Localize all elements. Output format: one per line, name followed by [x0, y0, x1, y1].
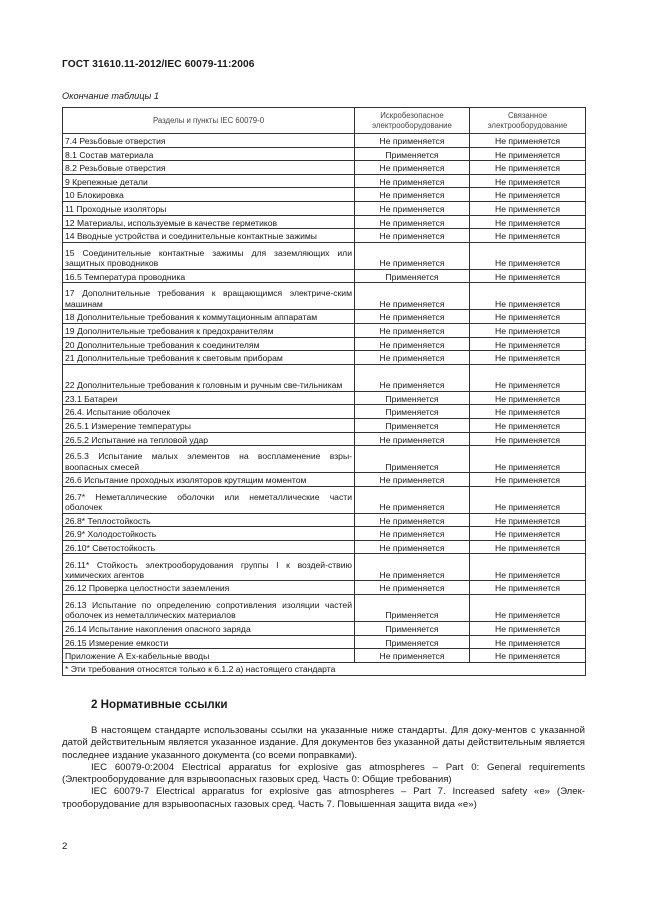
row-section-cell: 8.2 Резьбовые отверстия — [63, 161, 355, 175]
row-section-cell: 26.6 Испытание проходных изоляторов крутящим моментом — [63, 473, 355, 487]
row-associated-cell: Не применяется — [470, 513, 586, 527]
table-row — [63, 595, 586, 622]
row-associated-cell: Не применяется — [470, 215, 586, 229]
row-associated-cell: Не применяется — [470, 147, 586, 161]
table-row — [63, 649, 586, 663]
applicability-table — [62, 107, 586, 676]
row-intrinsic-cell: Не применяется — [355, 527, 470, 541]
table-row — [63, 513, 586, 527]
column-header-associated: Связанное электрооборудование — [470, 108, 586, 134]
table-row — [63, 337, 586, 351]
row-associated-cell: Не применяется — [470, 364, 586, 391]
table-row — [63, 391, 586, 405]
table-row — [63, 201, 586, 215]
row-intrinsic-cell: Не применяется — [355, 229, 470, 243]
row-associated-cell: Не применяется — [470, 405, 586, 419]
row-associated-cell: Не применяется — [470, 161, 586, 175]
table-row — [63, 446, 586, 473]
table-row — [63, 432, 586, 446]
row-section-cell: 16.5 Температура проводника — [63, 269, 355, 283]
row-associated-cell: Не применяется — [470, 432, 586, 446]
table-footnote-row — [63, 662, 586, 675]
row-section-cell: 8.1 Состав материала — [63, 147, 355, 161]
row-section-cell: 26.7* Неметаллические оболочки или неметаллические части оболочек — [63, 486, 355, 513]
table-row — [63, 174, 586, 188]
row-associated-cell: Не применяется — [470, 391, 586, 405]
document-header: ГОСТ 31610.11-2012/IEC 60079-11:2006 — [62, 59, 255, 70]
row-intrinsic-cell: Не применяется — [355, 486, 470, 513]
column-header-sections: Разделы и пункты IEC 60079-0 — [63, 108, 355, 134]
row-intrinsic-cell: Не применяется — [355, 337, 470, 351]
row-associated-cell: Не применяется — [470, 188, 586, 202]
row-intrinsic-cell: Не применяется — [355, 323, 470, 337]
row-section-cell: 26.10* Светостойкость — [63, 540, 355, 554]
row-associated-cell: Не применяется — [470, 201, 586, 215]
table-row — [63, 147, 586, 161]
row-intrinsic-cell: Применяется — [355, 391, 470, 405]
paragraph-intro: В настоящем стандарте использованы ссылки на указанные ниже стандарты. Для доку-ментов с указанной датой действительным является указанное издание. Для документов без указанной даты действительным является последнее издание указанного документа (со всеми поправками). — [62, 725, 585, 761]
row-section-cell: 22 Дополнительные требования к головным и ручным све-тильникам — [63, 364, 355, 391]
row-intrinsic-cell: Не применяется — [355, 581, 470, 595]
row-section-cell: Приложение А Ex-кабельные вводы — [63, 649, 355, 663]
row-intrinsic-cell: Не применяется — [355, 554, 470, 581]
table-header-row — [63, 108, 586, 134]
row-intrinsic-cell: Не применяется — [355, 540, 470, 554]
row-associated-cell: Не применяется — [470, 418, 586, 432]
row-intrinsic-cell: Применяется — [355, 446, 470, 473]
row-section-cell: 26.15 Измерение емкости — [63, 635, 355, 649]
row-intrinsic-cell: Не применяется — [355, 215, 470, 229]
table-row — [63, 229, 586, 243]
row-associated-cell: Не применяется — [470, 540, 586, 554]
references-text — [62, 725, 585, 811]
row-section-cell: 20 Дополнительные требования к соединителям — [63, 337, 355, 351]
row-section-cell: 26.14 Испытание накопления опасного заряда — [63, 622, 355, 636]
row-intrinsic-cell: Применяется — [355, 405, 470, 419]
row-intrinsic-cell: Не применяется — [355, 513, 470, 527]
row-section-cell: 26.4. Испытание оболочек — [63, 405, 355, 419]
table-row — [63, 527, 586, 541]
row-intrinsic-cell: Применяется — [355, 635, 470, 649]
table-row — [63, 188, 586, 202]
table-row — [63, 215, 586, 229]
row-section-cell: 26.5.2 Испытание на тепловой удар — [63, 432, 355, 446]
row-associated-cell: Не применяется — [470, 554, 586, 581]
page-number: 2 — [62, 841, 68, 852]
table-row — [63, 486, 586, 513]
row-section-cell: 10 Блокировка — [63, 188, 355, 202]
row-associated-cell: Не применяется — [470, 323, 586, 337]
row-section-cell: 26.11* Стойкость электрооборудования группы I к воздей-ствию химических агентов — [63, 554, 355, 581]
row-associated-cell: Не применяется — [470, 337, 586, 351]
table-row — [63, 269, 586, 283]
row-associated-cell: Не применяется — [470, 622, 586, 636]
row-section-cell: 7.4 Резьбовые отверстия — [63, 134, 355, 148]
row-section-cell: 26.5.1 Измерение температуры — [63, 418, 355, 432]
table-row — [63, 405, 586, 419]
row-section-cell: 11 Проходные изоляторы — [63, 201, 355, 215]
table-row — [63, 310, 586, 324]
table-row — [63, 418, 586, 432]
table-caption: Окончание таблицы 1 — [62, 91, 159, 101]
row-associated-cell: Не применяется — [470, 486, 586, 513]
row-intrinsic-cell: Применяется — [355, 418, 470, 432]
row-intrinsic-cell: Не применяется — [355, 283, 470, 310]
row-intrinsic-cell: Не применяется — [355, 174, 470, 188]
row-intrinsic-cell: Применяется — [355, 595, 470, 622]
row-associated-cell: Не применяется — [470, 473, 586, 487]
table-row — [63, 283, 586, 310]
paragraph-ref-60079-7: IEC 60079-7 Electrical apparatus for explosive gas atmospheres – Part 7. Increased safety «e» (Элек-трооборудование для взрывоопасных газовых сред. Часть 7. Повышенная защита вида «e») — [62, 786, 585, 810]
row-section-cell: 17 Дополнительные требования к вращающимся электриче-ским машинам — [63, 283, 355, 310]
row-intrinsic-cell: Применяется — [355, 622, 470, 636]
row-associated-cell: Не применяется — [470, 595, 586, 622]
paragraph-ref-60079-0: IEC 60079-0:2004 Electrical apparatus for explosive gas atmospheres – Part 0: General requirements (Электрооборудование для взрывоопасных газовых сред. Часть 0: Общие требования) — [62, 761, 585, 786]
row-section-cell: 26.9* Холодостойкость — [63, 527, 355, 541]
row-intrinsic-cell: Не применяется — [355, 310, 470, 324]
table-row — [63, 635, 586, 649]
row-associated-cell: Не применяется — [470, 446, 586, 473]
row-section-cell: 21 Дополнительные требования к световым приборам — [63, 351, 355, 365]
row-associated-cell: Не применяется — [470, 351, 586, 365]
table-row — [63, 540, 586, 554]
row-associated-cell: Не применяется — [470, 174, 586, 188]
row-intrinsic-cell: Не применяется — [355, 201, 470, 215]
row-associated-cell: Не применяется — [470, 310, 586, 324]
table-row — [63, 554, 586, 581]
table-row — [63, 364, 586, 391]
table-row — [63, 581, 586, 595]
row-associated-cell: Не применяется — [470, 649, 586, 663]
table-row — [63, 134, 586, 148]
row-intrinsic-cell: Применяется — [355, 269, 470, 283]
table-row — [63, 473, 586, 487]
row-associated-cell: Не применяется — [470, 269, 586, 283]
row-section-cell: 26.5.3 Испытание малых элементов на воспламенение взры-воопасных смесей — [63, 446, 355, 473]
row-associated-cell: Не применяется — [470, 581, 586, 595]
table-footnote: * Эти требования относятся только к 6.1.2 а) настоящего стандарта — [63, 662, 586, 675]
row-section-cell: 12 Материалы, используемые в качестве герметиков — [63, 215, 355, 229]
row-intrinsic-cell: Не применяется — [355, 242, 470, 269]
row-section-cell: 15 Соединительные контактные зажимы для заземляющих или защитных проводников — [63, 242, 355, 269]
row-intrinsic-cell: Применяется — [355, 147, 470, 161]
row-associated-cell: Не применяется — [470, 229, 586, 243]
table-row — [63, 351, 586, 365]
row-intrinsic-cell: Не применяется — [355, 351, 470, 365]
row-section-cell: 26.8* Теплостойкость — [63, 513, 355, 527]
row-section-cell: 14 Вводные устройства и соединительные контактные зажимы — [63, 229, 355, 243]
row-intrinsic-cell: Не применяется — [355, 649, 470, 663]
row-intrinsic-cell: Не применяется — [355, 473, 470, 487]
table-row — [63, 161, 586, 175]
row-section-cell: 9 Крепежные детали — [63, 174, 355, 188]
row-intrinsic-cell: Не применяется — [355, 364, 470, 391]
row-associated-cell: Не применяется — [470, 134, 586, 148]
row-section-cell: 18 Дополнительные требования к коммутационным аппаратам — [63, 310, 355, 324]
table-body — [63, 134, 586, 676]
row-intrinsic-cell: Не применяется — [355, 134, 470, 148]
column-header-intrinsic: Искробезопасное электрооборудование — [355, 108, 470, 134]
table-row — [63, 323, 586, 337]
row-section-cell: 26.13 Испытание по определению сопротивления изоляции частей оболочек из неметаллических материалов — [63, 595, 355, 622]
row-associated-cell: Не применяется — [470, 635, 586, 649]
section-title: 2 Нормативные ссылки — [91, 698, 228, 711]
row-section-cell: 26.12 Проверка целостности заземления — [63, 581, 355, 595]
row-section-cell: 19 Дополнительные требования к предохранителям — [63, 323, 355, 337]
row-associated-cell: Не применяется — [470, 242, 586, 269]
row-associated-cell: Не применяется — [470, 527, 586, 541]
table-row — [63, 622, 586, 636]
row-intrinsic-cell: Не применяется — [355, 432, 470, 446]
table-row — [63, 242, 586, 269]
row-section-cell: 23.1 Батареи — [63, 391, 355, 405]
row-associated-cell: Не применяется — [470, 283, 586, 310]
row-intrinsic-cell: Не применяется — [355, 161, 470, 175]
row-intrinsic-cell: Не применяется — [355, 188, 470, 202]
